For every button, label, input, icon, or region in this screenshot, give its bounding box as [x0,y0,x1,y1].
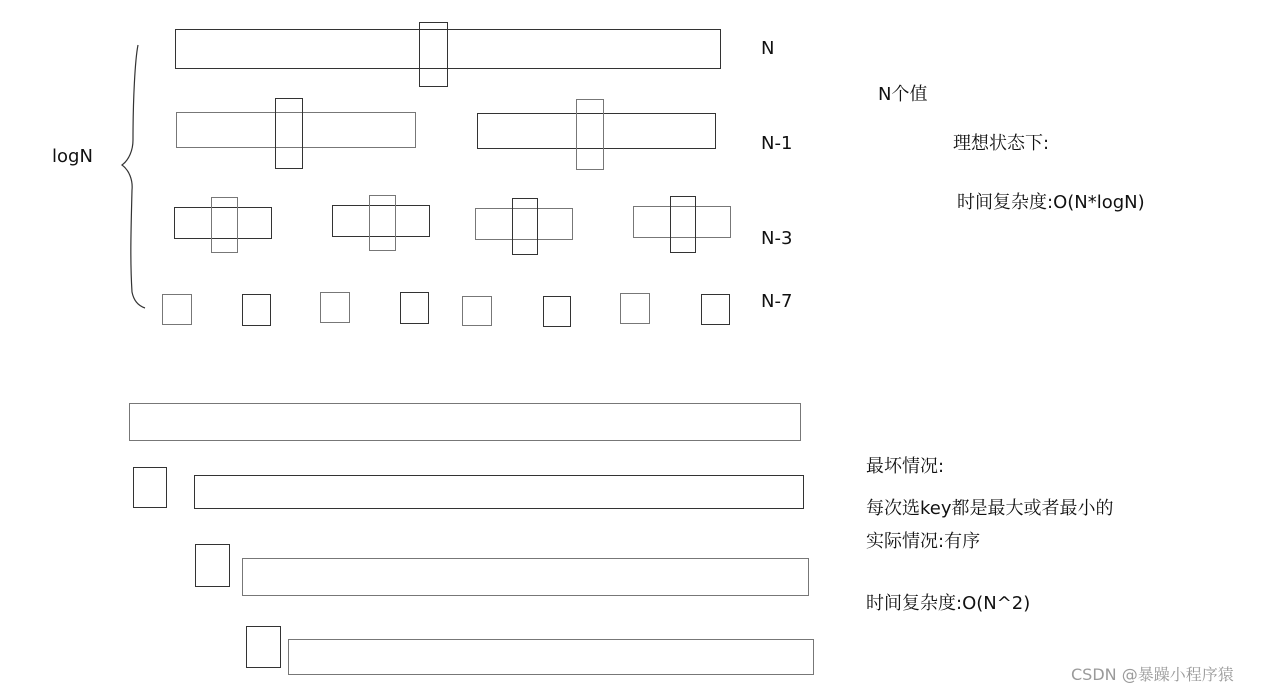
note-worst-title: 最坏情况: [866,456,945,477]
pivot-box-level-2-right [576,99,604,170]
worst-pivot-1 [133,467,167,508]
leaf-box-3 [320,292,350,323]
note-n-values: N个值 [878,84,928,105]
array-bar-level-1 [175,29,721,69]
pivot-box-level-2-left [275,98,303,169]
note-actual: 实际情况:有序 [866,531,981,552]
leaf-box-7 [620,293,650,324]
level-label-n-1: N-1 [761,133,793,154]
leaf-box-4 [400,292,429,324]
note-ideal-complexity: 时间复杂度:O(N*logN) [957,192,1145,213]
leaf-box-2 [242,294,271,326]
worst-bar-1 [129,403,801,441]
pivot-box-level-1 [419,22,448,87]
worst-pivot-2 [195,544,230,587]
worst-bar-4 [288,639,814,675]
worst-bar-2 [194,475,804,509]
worst-pivot-3 [246,626,281,668]
pivot-box-level-3-3 [512,198,538,255]
note-worst-complexity: 时间复杂度:O(N^2) [866,593,1031,614]
pivot-box-level-3-2 [369,195,396,251]
note-key-choice: 每次选key都是最大或者最小的 [866,498,1114,519]
level-label-n: N [761,38,775,59]
worst-bar-3 [242,558,809,596]
level-label-n-7: N-7 [761,291,793,312]
curly-brace-icon [115,40,155,320]
leaf-box-6 [543,296,571,327]
note-ideal-state: 理想状态下: [953,133,1050,154]
pivot-box-level-3-1 [211,197,238,253]
log-n-label: logN [52,146,93,167]
leaf-box-8 [701,294,730,325]
level-label-n-3: N-3 [761,228,793,249]
leaf-box-1 [162,294,192,325]
pivot-box-level-3-4 [670,196,696,253]
watermark: CSDN @暴躁小程序猿 [1071,665,1234,684]
leaf-box-5 [462,296,492,326]
